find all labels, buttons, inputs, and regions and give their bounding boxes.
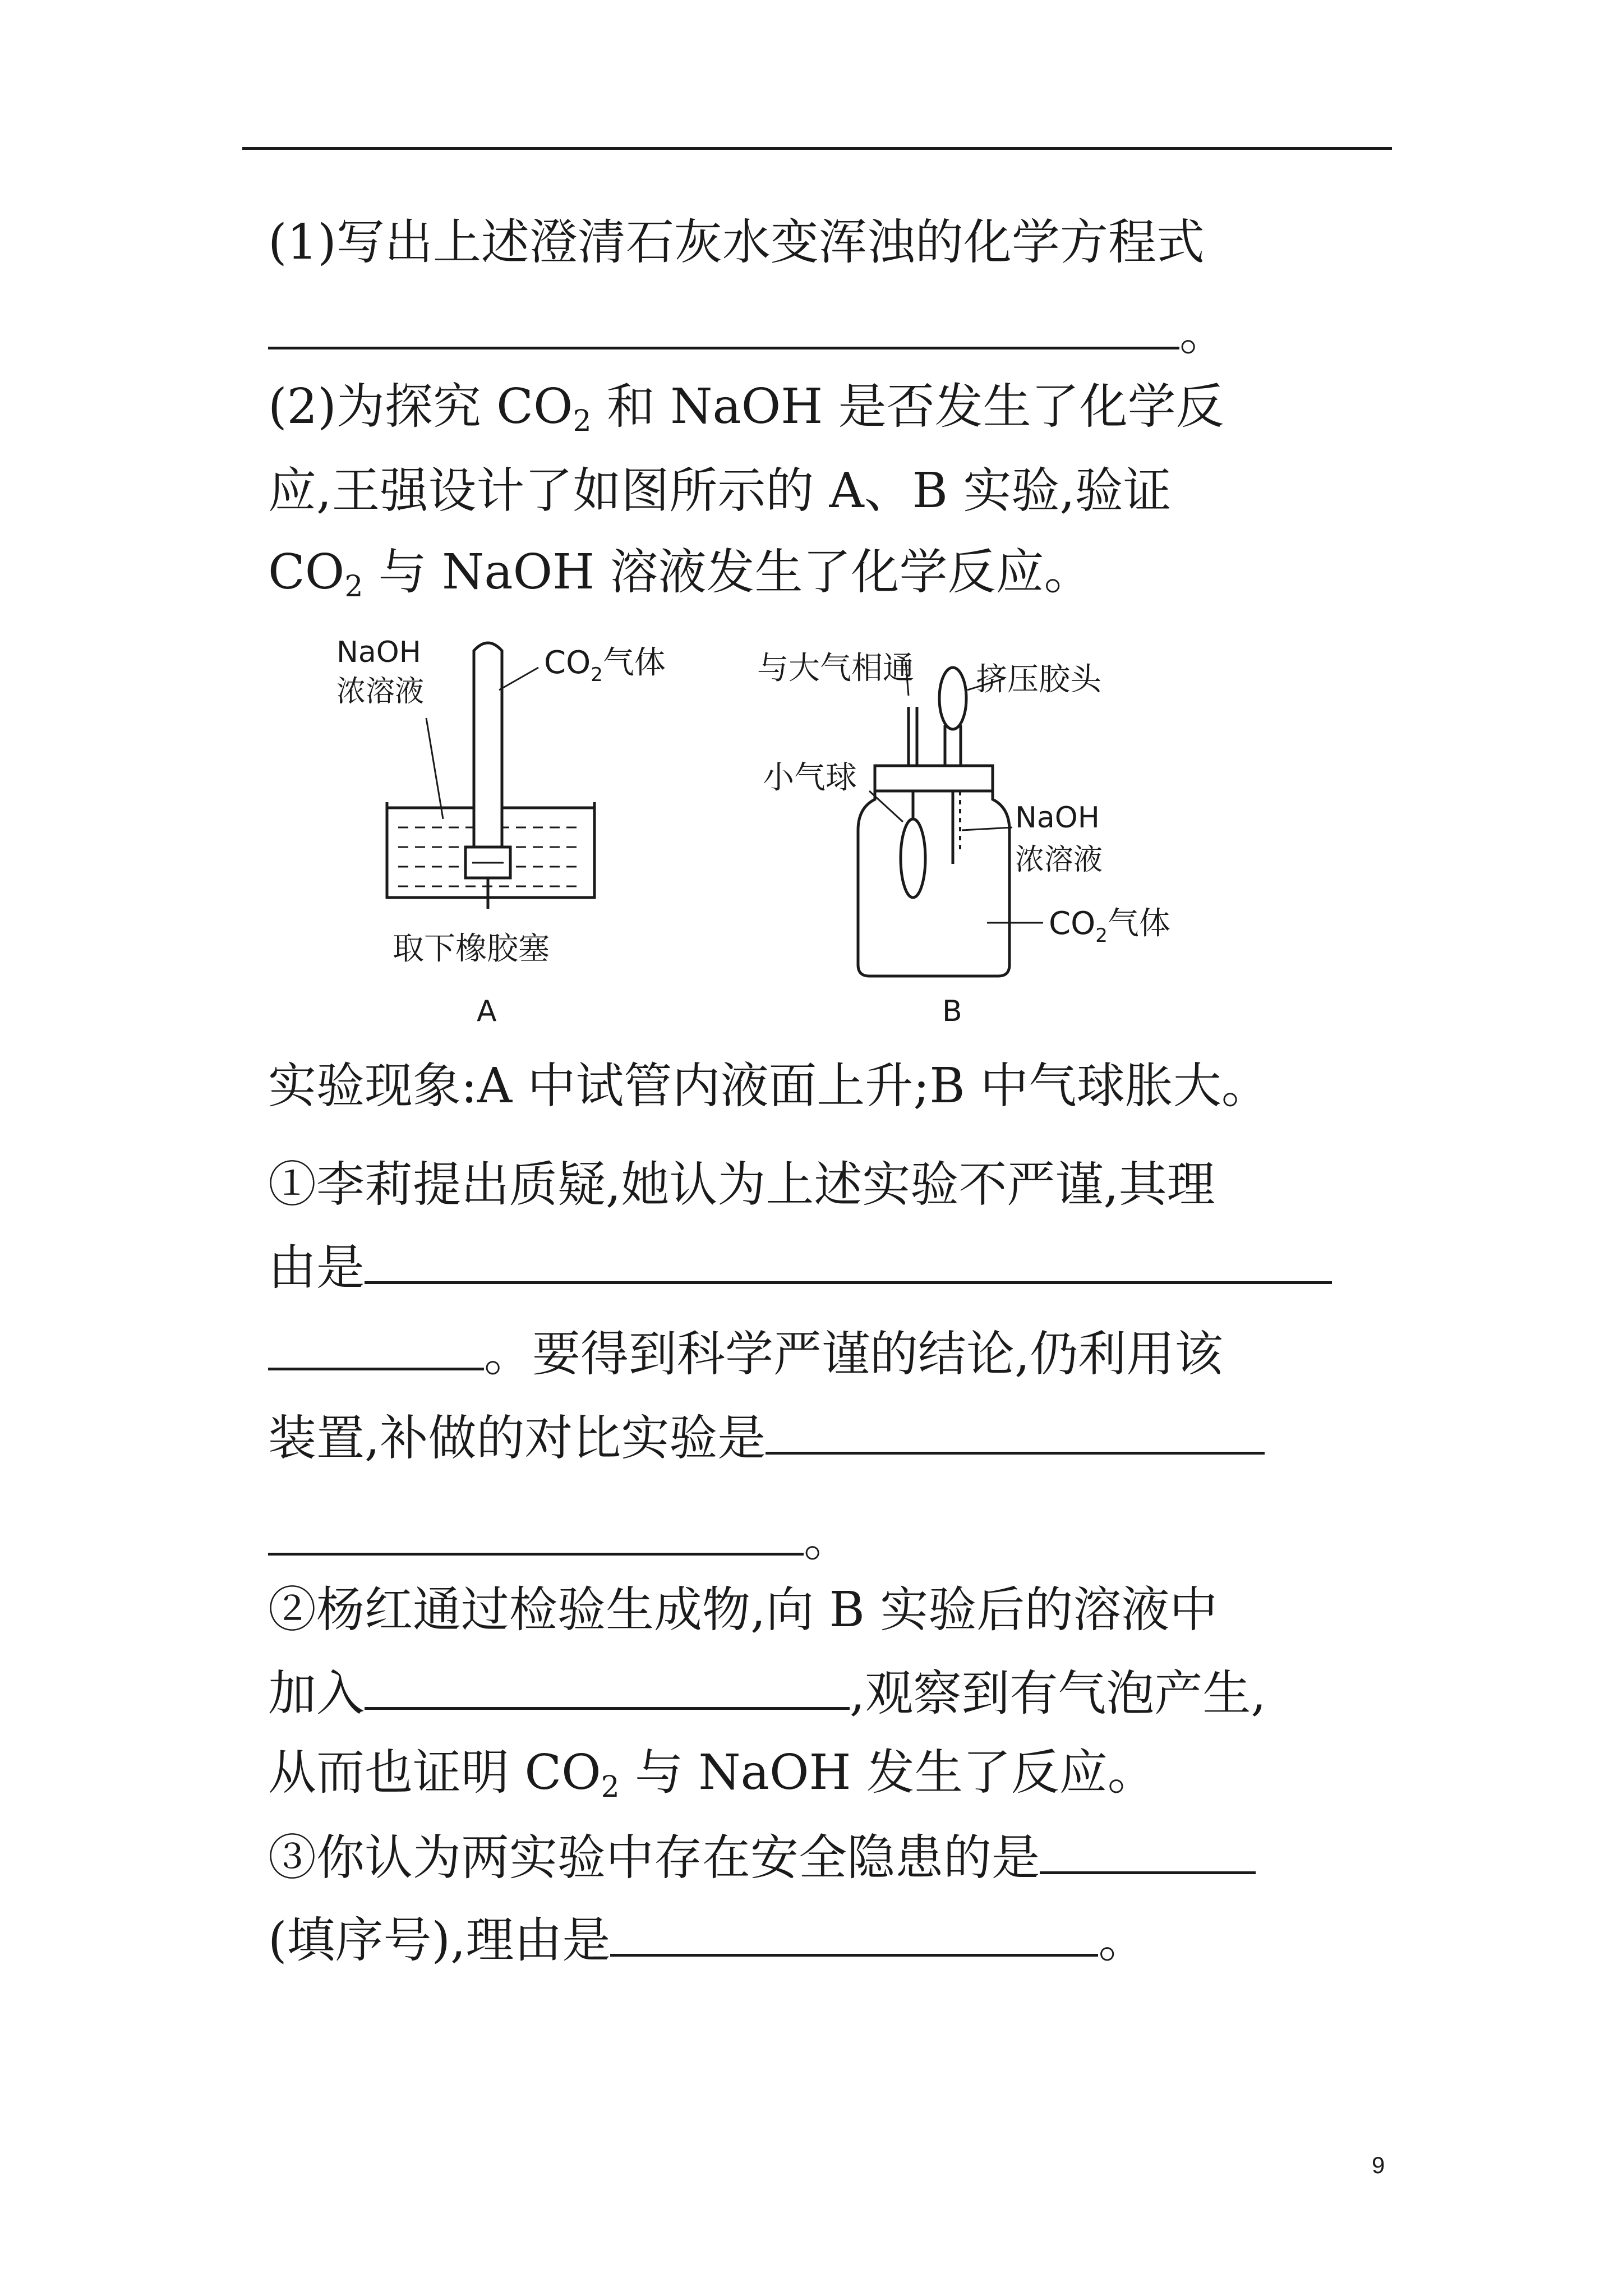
q2-line-3 [268,544,1092,607]
experiment-figure [314,628,1267,1055]
header-rule [242,147,1392,150]
p2-l1: ②杨红通过检验生成物,向 B 实验后的溶液中 [268,1582,1218,1638]
b-naoh-leader [962,827,1012,830]
q2-l1a: (2)为探究 CO [268,379,573,435]
dropper-body [945,726,961,766]
b-conc-label: 浓溶液 [1015,843,1103,877]
p3-end: 。 [1098,1912,1147,1968]
q1-text [268,214,1205,270]
p1-line-1 [268,1157,1215,1213]
balloon-leader [869,791,903,822]
p2-l2b: ,观察到有气泡产生, [850,1665,1266,1722]
p1-line-5 [268,1509,852,1567]
p2-line-3 [268,1745,1156,1807]
q1-answer-line [268,303,1228,361]
p2-line-2 [268,1663,1266,1722]
bottle [858,777,1009,976]
p1-l4: 装置,补做的对比实验是 [268,1410,766,1466]
p1-end: 。 [804,1511,852,1567]
b-balloon-label: 小气球 [763,760,857,796]
co2-leader-a [499,668,538,690]
p2-l3b: 与 NaOH 发生了反应。 [619,1745,1156,1801]
b-air-label: 与大气相通 [757,650,914,687]
a-naoh-label: NaOH [336,636,421,669]
p2-sub: 2 [601,1770,620,1804]
naoh-leader [426,718,443,819]
p1-l2: 由是 [268,1240,365,1296]
q2-sub-2: 2 [344,570,363,604]
b-naoh-label: NaOH [1015,801,1100,835]
q2-line-2 [268,463,1172,519]
q1-end: 。 [1179,305,1228,361]
page-number: 9 [1372,2152,1385,2178]
p1-line-4 [268,1408,1265,1466]
bottle-stopper [875,766,993,791]
q2-l3b: 与 NaOH 溶液发生了化学反应。 [363,544,1092,600]
q2-l2: 应,王强设计了如图所示的 A、B 实验,验证 [268,463,1172,519]
p3-l1: ③你认为两实验中存在安全隐患的是 [268,1830,1040,1886]
p2-l3a: 从而也证明 CO [268,1745,601,1801]
test-tube [474,643,502,855]
q1-blank[interactable] [268,303,1179,349]
p1-line-2 [268,1237,1332,1296]
a-conc-label: 浓溶液 [336,675,425,708]
p2-l2a: 加入 [268,1665,365,1722]
q2-sub: 2 [573,404,592,438]
a-label: A [477,995,497,1028]
p3-l2a: (填序号),理由是 [268,1912,611,1968]
p3-number-blank[interactable] [1040,1828,1256,1874]
b-squeeze-label: 挤压胶头 [976,661,1101,698]
p3-line-2 [268,1910,1146,1968]
p1-l3: 。要得到科学严谨的结论,仍利用该 [484,1326,1223,1382]
small-balloon [901,819,925,898]
q2-line-1 [268,379,1224,441]
p1-reason-blank-cont[interactable] [268,1324,484,1370]
phenomenon-text: 实验现象:A 中试管内液面上升;B 中气球胀大。 [268,1058,1270,1114]
b-co2-label: $CO_2$气体 [1049,905,1170,947]
squeeze-bulb [939,668,966,729]
a-stopper-label: 取下橡胶塞 [393,931,550,967]
p1-contrast-blank-cont[interactable] [268,1509,804,1556]
q1-label: (1)写出上述澄清石灰水变浑浊的化学方程式 [268,214,1205,270]
p1-contrast-blank[interactable] [766,1408,1265,1455]
p1-line-3 [268,1324,1223,1382]
p1-l1: ①李莉提出质疑,她认为上述实验不严谨,其理 [268,1157,1215,1213]
q2-l3a: CO [268,544,345,600]
p2-line-1 [268,1582,1218,1638]
p2-reagent-blank[interactable] [365,1663,850,1710]
p1-reason-blank[interactable] [365,1237,1332,1284]
p3-line-1 [268,1828,1256,1886]
a-co2-label: $CO_2$气体 [544,645,666,686]
b-label: B [942,995,962,1028]
p3-reason-blank[interactable] [610,1910,1098,1957]
phenomenon [268,1058,1270,1114]
q2-l1b: 和 NaOH 是否发生了化学反 [591,379,1224,435]
